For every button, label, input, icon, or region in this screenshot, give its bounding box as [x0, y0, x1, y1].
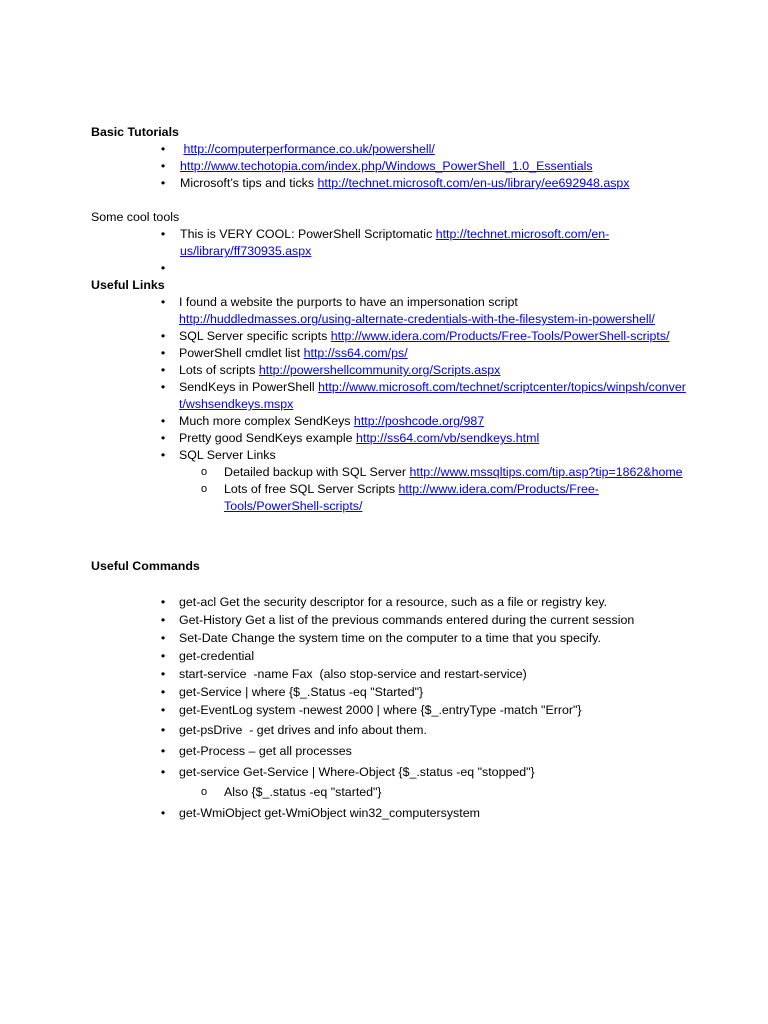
link-mssqltips[interactable]: http://www.mssqltips.com/tip.asp?tip=1862&home: [409, 465, 683, 479]
command-sublist: [179, 784, 691, 801]
bullet-icon: •: [160, 414, 166, 428]
bullet-icon: •: [160, 765, 166, 779]
link-microsoft-sendkeys[interactable]: http://www.microsoft.com/technet/scriptcenter/topics/winpsh/convert/wshsendkeys.mspx: [179, 380, 686, 411]
bullet-icon: •: [160, 380, 166, 394]
useful-links-heading: Useful Links: [91, 278, 165, 292]
command-item: • get-service Get-Service | Where-Object {$_.status -eq "stopped"} o Also {$_.status -eq "started"}: [91, 764, 691, 801]
circle-bullet-icon: o: [201, 483, 208, 495]
circle-bullet-icon: o: [201, 466, 208, 478]
bullet-icon: •: [160, 595, 166, 609]
bullet-icon: •: [160, 295, 166, 309]
link-huddledmasses[interactable]: http://huddledmasses.org/using-alternate-credentials-with-the-filesystem-in-powershell/: [179, 312, 655, 326]
link-computerperformance[interactable]: http://computerperformance.co.uk/powershell/: [183, 142, 435, 156]
list-item: • Pretty good SendKeys example http://ss64.com/vb/sendkeys.html: [91, 430, 691, 447]
link-technet-ee692948[interactable]: http://technet.microsoft.com/en-us/library/ee692948.aspx: [317, 176, 630, 190]
sub-list-item: o Detailed backup with SQL Server http://www.mssqltips.com/tip.asp?tip=1862&home: [201, 465, 683, 479]
sub-list-item: o Also {$_.status -eq "started"}: [201, 785, 382, 799]
link-ss64-sendkeys[interactable]: http://ss64.com/vb/sendkeys.html: [356, 431, 540, 445]
command-item: • Set-Date Change the system time on the computer to a time that you specify.: [91, 630, 691, 647]
bullet-icon: •: [160, 649, 166, 663]
list-item: • I found a website the purports to have an impersonation script http://huddledmasses.org/using-alternate-credentials-with-the-filesystem-in-powershell/: [91, 294, 691, 328]
link-technet-ff730935[interactable]: http://technet.microsoft.com/en-us/library/ff730935.aspx: [180, 227, 610, 258]
command-item: • get-Process – get all processes: [91, 743, 691, 760]
list-item-sql-server-links: • SQL Server Links o Detailed backup with SQL Server http://www.mssqltips.com/tip.asp?tip=1862&home o Lots of free SQL Server Scripts http://www.idera.com/Products/Free-Tools/PowerShell-scripts/: [91, 447, 691, 515]
list-item: • SendKeys in PowerShell http://www.microsoft.com/technet/scriptcenter/topics/winpsh/convert/wshsendkeys.mspx: [91, 379, 691, 413]
bullet-icon: •: [160, 142, 166, 156]
bullet-icon: •: [160, 431, 166, 445]
command-item: • get-acl Get the security descriptor for a resource, such as a file or registry key.: [91, 594, 691, 611]
bullet-icon: •: [160, 744, 166, 758]
list-item: • Lots of scripts http://powershellcommunity.org/Scripts.aspx: [91, 362, 691, 379]
sql-server-sublist: [179, 464, 691, 515]
list-item: • Microsoft’s tips and ticks http://technet.microsoft.com/en-us/library/ee692948.aspx: [91, 175, 691, 192]
list-item: [91, 141, 691, 158]
useful-commands-heading: Useful Commands: [91, 559, 200, 573]
bullet-icon: •: [160, 261, 166, 275]
bullet-icon: •: [160, 806, 166, 820]
list-item: • PowerShell cmdlet list http://ss64.com/ps/: [91, 345, 691, 362]
bullet-icon: •: [160, 363, 166, 377]
basic-tutorials-heading: Basic Tutorials: [91, 125, 179, 139]
bullet-icon: •: [160, 346, 166, 360]
command-item: • get-credential: [91, 648, 691, 665]
link-idera-scripts[interactable]: http://www.idera.com/Products/Free-Tools/PowerShell-scripts/: [330, 329, 670, 343]
bullet-icon: •: [160, 448, 166, 462]
cool-tools-heading: Some cool tools: [91, 210, 180, 224]
list-item: • This is VERY COOL: PowerShell Scriptomatic http://technet.microsoft.com/en-us/library/ff730935.aspx: [91, 226, 691, 260]
cool-tools-list: [91, 226, 691, 277]
bullet-icon: •: [160, 613, 166, 627]
bullet-icon: •: [160, 159, 166, 173]
link-ss64-ps[interactable]: http://ss64.com/ps/: [303, 346, 408, 360]
bullet-icon: •: [160, 667, 166, 681]
list-item: • SQL Server specific scripts http://www.idera.com/Products/Free-Tools/PowerShell-scripts/: [91, 328, 691, 345]
link-powershellcommunity[interactable]: http://powershellcommunity.org/Scripts.aspx: [258, 363, 501, 377]
command-item: • get-Service | where {$_.Status -eq "Started"}: [91, 684, 691, 701]
command-item: • Get-History Get a list of the previous commands entered during the current session: [91, 612, 691, 629]
document-body: [91, 124, 691, 823]
command-item: • get-psDrive - get drives and info about them.: [91, 722, 691, 739]
sub-list-item: o Lots of free SQL Server Scripts http://www.idera.com/Products/Free-Tools/PowerShell-scripts/: [201, 482, 599, 513]
circle-bullet-icon: o: [201, 786, 208, 798]
bullet-icon: •: [160, 703, 166, 717]
bullet-icon: •: [160, 723, 166, 737]
useful-commands-list: [91, 594, 691, 822]
command-item: • get-WmiObject get-WmiObject win32_computersystem: [91, 805, 691, 822]
useful-links-list: [91, 294, 691, 515]
bullet-icon: •: [160, 176, 166, 190]
link-poshcode[interactable]: http://poshcode.org/987: [353, 414, 485, 428]
basic-tutorials-list: [91, 141, 691, 192]
command-item: • start-service -name Fax (also stop-service and restart-service): [91, 666, 691, 683]
list-item-empty: [91, 260, 691, 277]
list-item: • Much more complex SendKeys http://poshcode.org/987: [91, 413, 691, 430]
bullet-icon: •: [160, 227, 166, 241]
command-item: • get-EventLog system -newest 2000 | where {$_.entryType -match "Error"}: [91, 702, 691, 719]
bullet-icon: •: [160, 685, 166, 699]
link-techotopia[interactable]: http://www.techotopia.com/index.php/Windows_PowerShell_1.0_Essentials: [180, 159, 593, 173]
link-idera-free-tools[interactable]: http://www.idera.com/Products/Free-Tools/PowerShell-scripts/: [224, 482, 599, 513]
list-item: [91, 158, 691, 175]
bullet-icon: •: [160, 631, 166, 645]
bullet-icon: •: [160, 329, 166, 343]
